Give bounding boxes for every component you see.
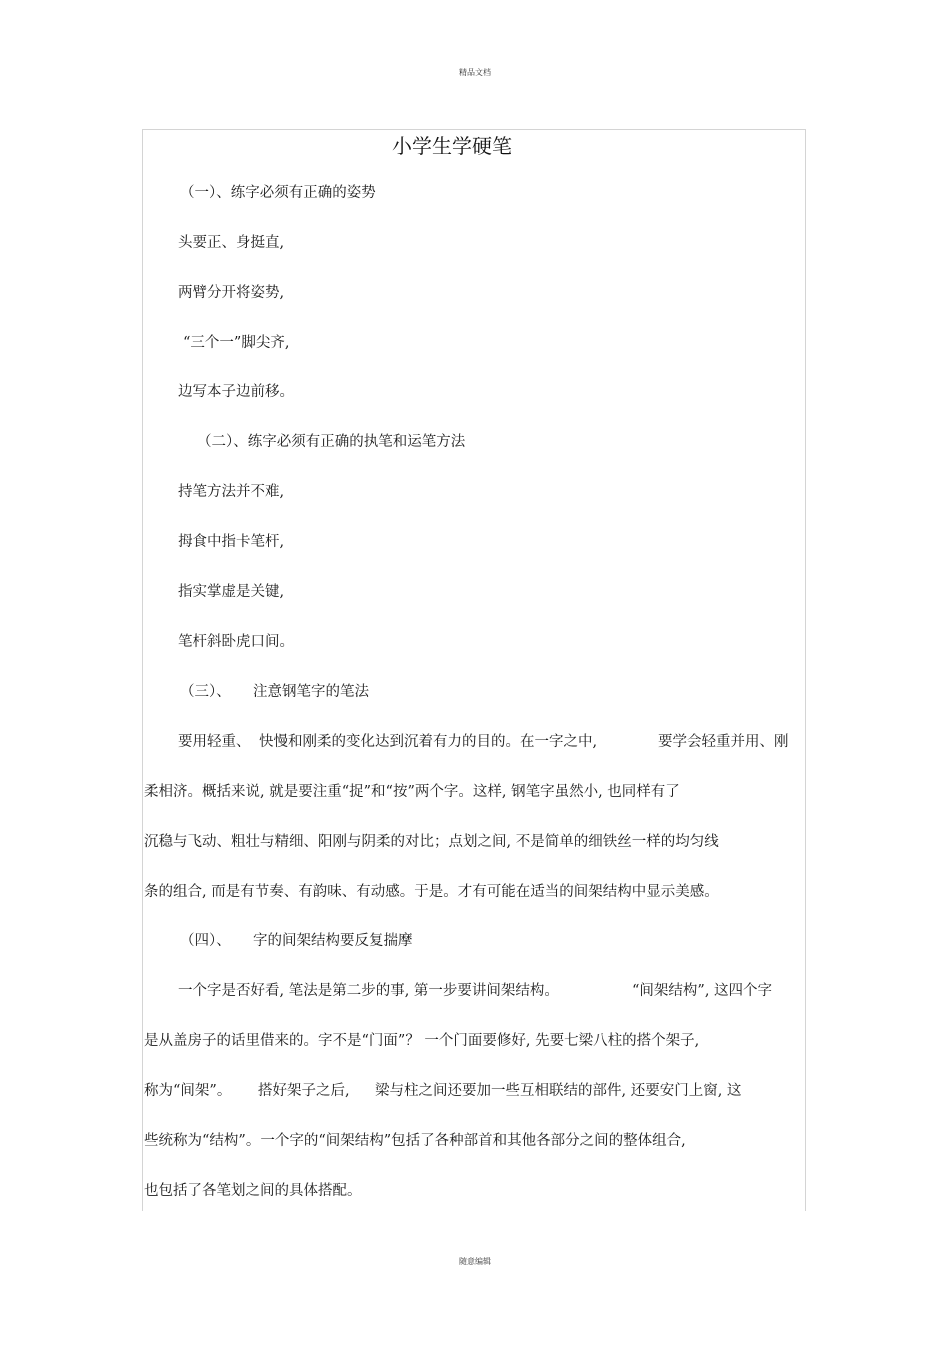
section-4-heading-number: （四）、: [180, 933, 231, 949]
section-3-p1-part-3: 要学会轻重并用、刚: [658, 734, 789, 750]
document-title: 小学生学硬笔: [392, 134, 512, 158]
section-4-p3-part-2: 搭好架子之后,: [258, 1083, 350, 1099]
section-3-p1-part-1: 要用轻重、: [178, 734, 251, 750]
page-footer: 随意编辑: [459, 1257, 491, 1266]
section-1-heading: （一）、练字必须有正确的姿势: [180, 185, 376, 201]
section-4-p1-part-1: 一个字是否好看, 笔法是第二步的事, 第一步要讲间架结构。: [178, 983, 559, 999]
section-1-line-4: 边写本子边前移。: [178, 384, 294, 400]
section-2-heading: （二）、练字必须有正确的执笔和运笔方法: [197, 434, 466, 450]
section-4-p1-part-2: “间架结构”, 这四个字: [632, 983, 773, 999]
section-3-heading-number: （三）、: [180, 684, 231, 700]
section-4-line-2: 是从盖房子的话里借来的。字不是“门面”？ 一个门面要修好, 先要七梁八柱的搭个架子,: [144, 1033, 700, 1049]
section-3-heading-text: 注意钢笔字的笔法: [253, 684, 369, 700]
section-2-line-3: 指实掌虚是关键,: [178, 584, 285, 600]
section-2-line-2: 拇食中指卡笔杆,: [178, 534, 285, 550]
section-4-line-4: 些统称为“结构”。一个字的“间架结构”包括了各种部首和其他各部分之间的整体组合,: [144, 1133, 686, 1149]
section-4-heading-text: 字的间架结构要反复揣摩: [253, 933, 413, 949]
section-4-p3-part-3: 梁与柱之间还要加一些互相联结的部件, 还要安门上窗, 这: [375, 1083, 742, 1099]
section-4-p3-part-1: 称为“间架”。: [144, 1083, 232, 1099]
section-4-line-5: 也包括了各笔划之间的具体搭配。: [144, 1183, 362, 1199]
section-3-line-4: 条的组合, 而是有节奏、有韵味、有动感。于是。才有可能在适当的间架结构中显示美感。: [144, 884, 719, 900]
section-3-line-3: 沉稳与飞动、粗壮与精细、阳刚与阴柔的对比；点划之间, 不是简单的细铁丝一样的均匀线: [144, 834, 719, 850]
section-1-line-3: “三个一”脚尖齐,: [183, 335, 290, 351]
section-3-p1-part-2: 快慢和刚柔的变化达到沉着有力的目的。在一字之中,: [259, 734, 598, 750]
section-2-line-4: 笔杆斜卧虎口间。: [178, 634, 294, 650]
section-2-line-1: 持笔方法并不难,: [178, 484, 285, 500]
page-header: 精品文档: [459, 68, 491, 77]
section-3-line-2: 柔相济。概括来说, 就是要注重“捉”和“按”两个字。这样, 钢笔字虽然小, 也同样有了: [144, 784, 680, 800]
section-1-line-2: 两臂分开将姿势,: [178, 285, 285, 301]
section-1-line-1: 头要正、身挺直,: [178, 235, 285, 251]
